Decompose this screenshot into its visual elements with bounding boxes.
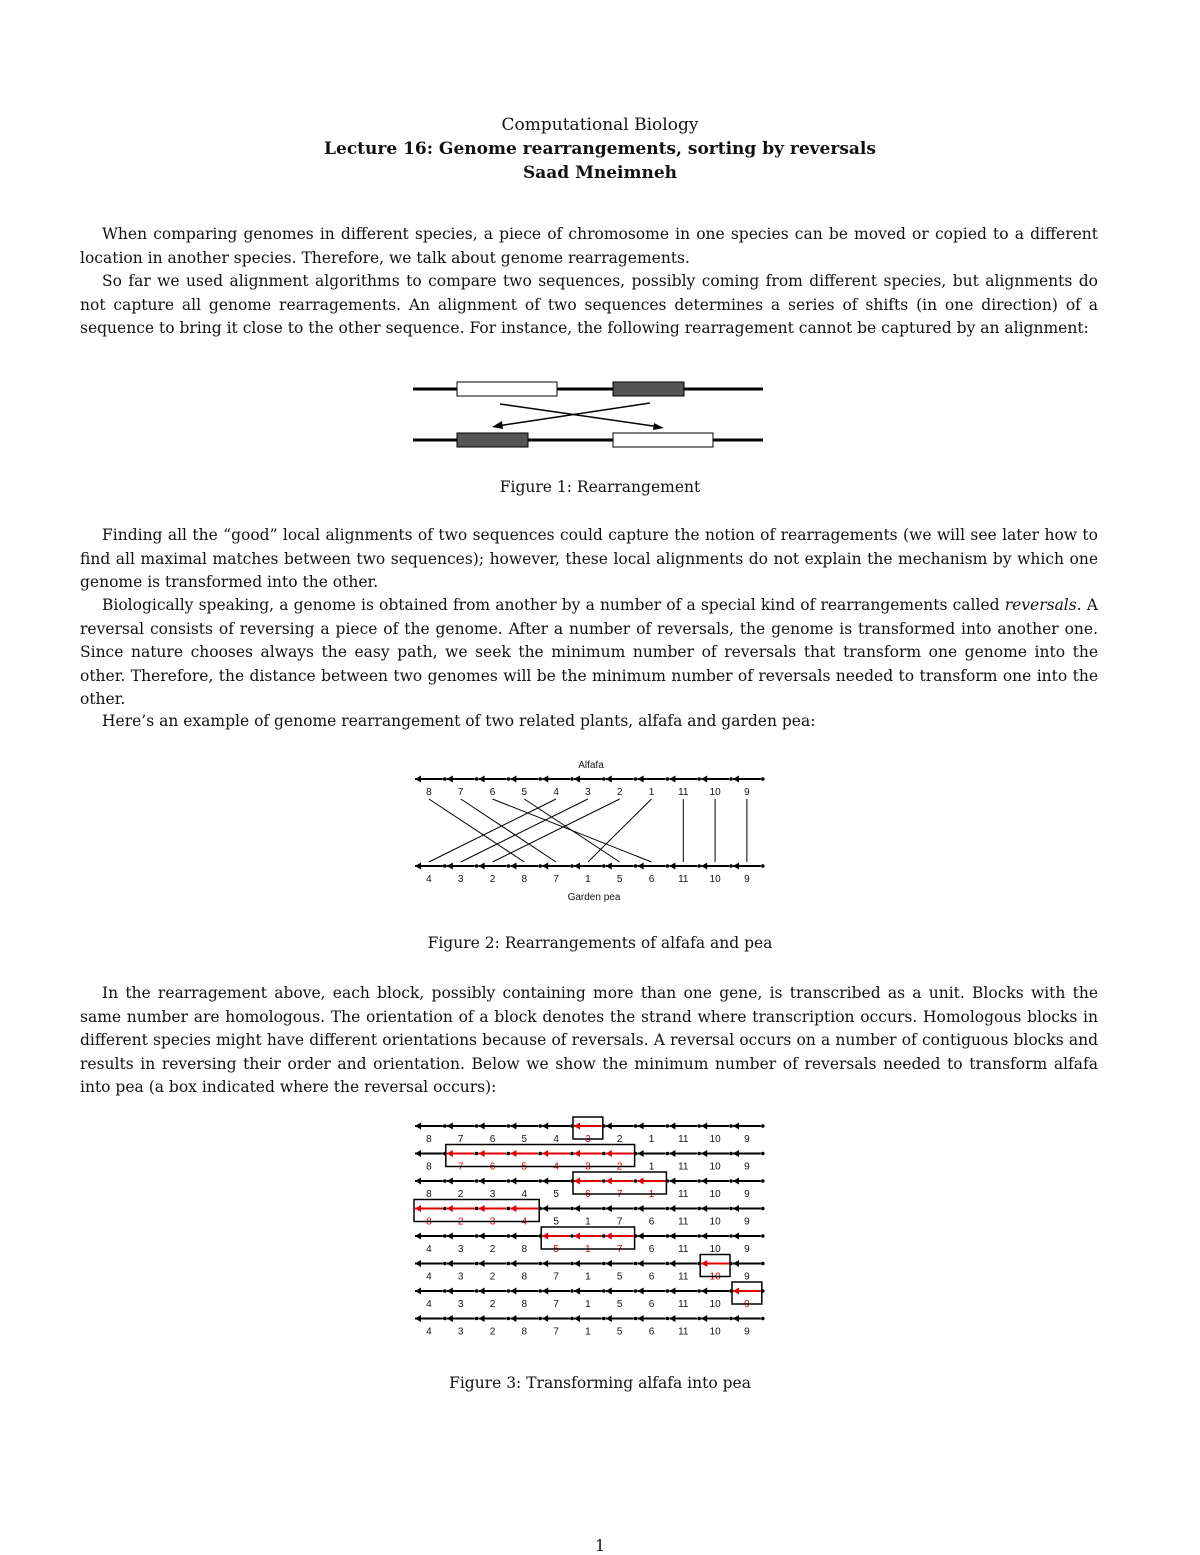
step-4-label-5: 5	[553, 1216, 559, 1228]
step-5-label-4: 8	[521, 1244, 528, 1255]
step-3-label-11: 9	[744, 1189, 750, 1200]
step-1-arrowhead-5	[542, 1123, 548, 1130]
step-2-separator-5	[570, 1152, 574, 1156]
step-4-separator-8	[666, 1207, 670, 1211]
step-6-separator-5	[570, 1262, 574, 1266]
step-8-label-8: 6	[648, 1326, 655, 1338]
step-6-label-11: 9	[744, 1271, 750, 1283]
step-7-arrowhead-2	[447, 1288, 453, 1295]
step-1-arrowhead-7	[606, 1123, 612, 1130]
step-8-arrowhead-7	[606, 1315, 612, 1322]
step-6-separator-3	[507, 1262, 511, 1266]
page-number: 1	[595, 1537, 605, 1555]
paragraph-example: Here’s an example of genome rearrangement of two related plants, alfafa and garden pea:	[102, 712, 816, 730]
step-3-label-3: 3	[489, 1189, 496, 1200]
pea-label-8: 6	[648, 874, 655, 885]
step-2-arrowhead-6	[574, 1150, 580, 1157]
step-4-separator-9	[697, 1207, 701, 1211]
step-8-arrowhead-9	[669, 1315, 675, 1322]
step-7-separator-2	[475, 1289, 479, 1293]
step-1-arrowhead-6	[574, 1123, 580, 1130]
step-7-arrowhead-1	[415, 1288, 421, 1295]
step-7-arrowhead-9	[669, 1288, 675, 1295]
alfafa-label-3: 6	[489, 787, 496, 798]
step-8-separator-5	[570, 1317, 574, 1321]
step-4-label-2: 2	[457, 1216, 464, 1228]
step-7-label-6: 1	[585, 1299, 591, 1310]
lecture-title: Lecture 16: Genome rearrangements, sorting by reversals	[324, 139, 876, 159]
step-2-label-11: 9	[744, 1161, 750, 1173]
step-5-arrowhead-6	[574, 1233, 580, 1240]
step-8-separator-6	[602, 1317, 606, 1321]
step-2-arrowhead-5	[542, 1150, 548, 1157]
step-2-separator-4	[538, 1152, 542, 1156]
step-7-label-4: 8	[521, 1299, 528, 1310]
step-7-arrowhead-7	[606, 1288, 612, 1295]
step-5-separator-8	[666, 1234, 670, 1238]
step-7-label-11: 9	[744, 1299, 750, 1310]
step-1-label-7: 2	[616, 1134, 623, 1145]
paragraph-intro: When comparing genomes in different species, a piece of chromosome in one species can be moved or copied to a different location in another species. Therefore, we talk about genome rearragements.	[80, 225, 1098, 267]
step-5-label-7: 7	[616, 1244, 623, 1255]
step-3-label-7: 7	[616, 1189, 623, 1200]
course-title: Computational Biology	[501, 115, 699, 135]
step-3-arrowhead-9	[669, 1178, 675, 1185]
step-3-separator-1	[443, 1179, 447, 1183]
step-5-arrowhead-8	[638, 1233, 644, 1240]
step-6-label-1: 4	[426, 1271, 432, 1283]
step-5-label-2: 3	[457, 1244, 464, 1255]
step-8-arrowhead-8	[638, 1315, 644, 1322]
step-7-arrowhead-11	[733, 1288, 739, 1295]
step-6-arrowhead-9	[669, 1260, 675, 1267]
alfafa-label-6: 3	[585, 787, 591, 798]
step-7-separator-5	[570, 1289, 574, 1293]
step-6-arrowhead-1	[415, 1260, 421, 1267]
step-2-separator-6	[602, 1152, 606, 1156]
step-2-arrowhead-11	[733, 1150, 739, 1157]
pea-label-5: 7	[553, 874, 559, 885]
step-8-separator-7	[634, 1317, 638, 1321]
paragraph-blocks: In the rearragement above, each block, possibly containing more than one gene, is transcribed as a unit. Blocks with the same number are homologous. The orientation of a block denotes the strand where transcription occurs. Homologous blocks in different species might have different orientations because of reversals. A reversal occurs on a number of contiguous blocks and results in reversing their order and orientation. Below we show the minimum number of reversals needed to transform alfafa into pea (a box indicated where the reversal occurs):	[80, 984, 1098, 1096]
step-5-label-1: 4	[426, 1244, 432, 1255]
step-7-arrowhead-10	[701, 1288, 707, 1295]
step-3-separator-2	[475, 1179, 479, 1183]
step-2-label-9: 11	[678, 1161, 689, 1173]
step-1-separator-9	[697, 1124, 701, 1128]
step-6-label-2: 3	[457, 1271, 464, 1283]
step-5-separator-5	[570, 1234, 574, 1238]
alfafa-label-9: 11	[678, 787, 689, 798]
step-5-label-3: 2	[489, 1244, 496, 1255]
step-6-separator-4	[538, 1262, 542, 1266]
step-6-arrowhead-5	[542, 1260, 548, 1267]
step-8-label-3: 2	[489, 1326, 496, 1338]
step-8-label-10: 10	[709, 1326, 721, 1338]
step-8-label-1: 4	[426, 1326, 432, 1338]
step-7-label-2: 3	[457, 1299, 464, 1310]
step-3-arrowhead-1	[415, 1178, 421, 1185]
step-4-arrowhead-3	[479, 1205, 485, 1212]
step-1-label-4: 5	[521, 1134, 528, 1145]
step-2-separator-11	[761, 1152, 765, 1156]
reversals-text-after: . A reversal consists of reversing a piece of the genome. After a number of reversals, the genome is transformed into another one. Since nature chooses always the easy path, we seek the minimum number of reversals that transform one genome into the other. Therefore, the distance between two genomes will be the minimum number of reversals needed to transform one into the other.	[80, 596, 1098, 708]
step-2-label-2: 7	[457, 1161, 464, 1173]
step-5-label-8: 6	[648, 1244, 655, 1255]
step-7-label-5: 7	[553, 1299, 559, 1310]
step-5-arrowhead-10	[701, 1233, 707, 1240]
step-6-separator-11	[761, 1262, 765, 1266]
step-1-separator-1	[443, 1124, 447, 1128]
step-5-separator-2	[475, 1234, 479, 1238]
step-1-label-8: 1	[648, 1134, 655, 1145]
alfafa-title: Alfafa	[578, 760, 604, 771]
step-4-separator-5	[570, 1207, 574, 1211]
step-5-label-10: 10	[709, 1244, 721, 1255]
step-4-label-9: 11	[678, 1216, 689, 1228]
step-5-label-5: 5	[553, 1244, 559, 1255]
step-5-arrowhead-5	[542, 1233, 548, 1240]
step-2-arrowhead-7	[606, 1150, 612, 1157]
step-7-label-1: 4	[426, 1299, 432, 1310]
figure-3-caption: Figure 3: Transforming alfafa into pea	[449, 1374, 751, 1392]
step-7-separator-3	[507, 1289, 511, 1293]
step-6-label-6: 1	[585, 1271, 591, 1283]
step-2-arrowhead-1	[415, 1150, 421, 1157]
step-7-separator-6	[602, 1289, 606, 1293]
step-5-separator-1	[443, 1234, 447, 1238]
step-4-reversal-box	[414, 1200, 539, 1222]
step-1-separator-2	[475, 1124, 479, 1128]
step-1-arrowhead-9	[669, 1123, 675, 1130]
step-1-label-3: 6	[489, 1134, 496, 1145]
step-6-label-3: 2	[489, 1271, 496, 1283]
step-4-separator-3	[507, 1207, 511, 1211]
pea-label-1: 4	[426, 874, 432, 885]
step-3-arrowhead-8	[638, 1178, 644, 1185]
step-7-separator-7	[634, 1289, 638, 1293]
step-2-separator-2	[475, 1152, 479, 1156]
alfafa-label-2: 7	[457, 787, 464, 798]
step-7-arrowhead-3	[479, 1288, 485, 1295]
step-7-arrowhead-8	[638, 1288, 644, 1295]
author-name: Saad Mneimneh	[522, 163, 678, 183]
step-3-label-9: 11	[678, 1189, 689, 1200]
step-7-arrowhead-5	[542, 1288, 548, 1295]
step-5-label-9: 11	[678, 1244, 689, 1255]
alfafa-label-1: 8	[426, 787, 432, 798]
step-3-label-2: 2	[457, 1189, 464, 1200]
step-5-arrowhead-1	[415, 1233, 421, 1240]
step-3-arrowhead-3	[479, 1178, 485, 1185]
step-3-label-1: 8	[426, 1189, 432, 1200]
step-7-label-9: 11	[678, 1299, 689, 1310]
step-4-separator-6	[602, 1207, 606, 1211]
step-3-label-5: 5	[553, 1189, 559, 1200]
step-4-label-3: 3	[489, 1216, 496, 1228]
step-8-separator-8	[666, 1317, 670, 1321]
step-6-arrowhead-7	[606, 1260, 612, 1267]
step-3-separator-11	[761, 1179, 765, 1183]
step-4-separator-2	[475, 1207, 479, 1211]
step-8-label-7: 5	[616, 1326, 623, 1338]
step-7-label-8: 6	[648, 1299, 655, 1310]
step-1-separator-10	[729, 1124, 733, 1128]
step-2-label-4: 5	[521, 1161, 528, 1173]
step-2-label-5: 4	[553, 1161, 559, 1173]
step-7-separator-9	[697, 1289, 701, 1293]
step-4-label-8: 6	[648, 1216, 655, 1228]
step-2-label-6: 3	[585, 1161, 591, 1173]
step-3-arrowhead-5	[542, 1178, 548, 1185]
pea-label-11: 9	[744, 874, 750, 885]
alfafa-label-10: 10	[709, 787, 721, 798]
step-4-label-1: 8	[426, 1216, 432, 1228]
step-3-separator-7	[634, 1179, 638, 1183]
step-6-label-9: 11	[678, 1271, 689, 1283]
step-5-arrowhead-11	[733, 1233, 739, 1240]
step-2-arrowhead-3	[479, 1150, 485, 1157]
step-8-separator-9	[697, 1317, 701, 1321]
step-1-separator-4	[538, 1124, 542, 1128]
step-4-separator-1	[443, 1207, 447, 1211]
step-1-label-1: 8	[426, 1134, 432, 1145]
reversals-term: reversals	[1004, 596, 1077, 614]
reversals-text-before: Biologically speaking, a genome is obtained from another by a number of a special kind of rearrangements called	[102, 596, 1005, 614]
step-4-label-4: 4	[521, 1216, 528, 1228]
alfafa-label-7: 2	[616, 787, 623, 798]
step-8-label-4: 8	[521, 1326, 528, 1338]
step-4-label-11: 9	[744, 1216, 750, 1228]
step-5-separator-10	[729, 1234, 733, 1238]
step-6-label-7: 5	[616, 1271, 623, 1283]
step-3-separator-6	[602, 1179, 606, 1183]
pea-label-7: 5	[616, 874, 623, 885]
pea-label-10: 10	[709, 874, 721, 885]
step-6-label-5: 7	[553, 1271, 559, 1283]
step-4-arrowhead-4	[510, 1205, 516, 1212]
step-5-arrowhead-9	[669, 1233, 675, 1240]
step-7-separator-8	[666, 1289, 670, 1293]
step-7-label-3: 2	[489, 1299, 496, 1310]
pea-label-3: 2	[489, 874, 496, 885]
step-1-arrowhead-4	[510, 1123, 516, 1130]
step-6-separator-1	[443, 1262, 447, 1266]
alfafa-label-4: 5	[521, 787, 528, 798]
step-2-arrowhead-4	[510, 1150, 516, 1157]
step-7-label-7: 5	[616, 1299, 623, 1310]
step-8-label-2: 3	[457, 1326, 464, 1338]
step-2-arrowhead-2	[447, 1150, 453, 1157]
step-1-arrowhead-2	[447, 1123, 453, 1130]
step-6-arrowhead-8	[638, 1260, 644, 1267]
step-8-arrowhead-3	[479, 1315, 485, 1322]
step-6-label-8: 6	[648, 1271, 655, 1283]
step-2-label-3: 6	[489, 1161, 496, 1173]
step-8-arrowhead-1	[415, 1315, 421, 1322]
step-4-label-6: 1	[585, 1216, 591, 1228]
step-1-separator-11	[761, 1124, 765, 1128]
step-1-label-5: 4	[553, 1134, 559, 1145]
step-3-label-10: 10	[709, 1189, 721, 1200]
step-6-arrowhead-3	[479, 1260, 485, 1267]
step-6-arrowhead-6	[574, 1260, 580, 1267]
step-8-label-6: 1	[585, 1326, 591, 1338]
step-6-label-4: 8	[521, 1271, 528, 1283]
step-3-separator-3	[507, 1179, 511, 1183]
step-3-separator-4	[538, 1179, 542, 1183]
figure-2-caption: Figure 2: Rearrangements of alfafa and pea	[427, 934, 773, 952]
step-7-separator-1	[443, 1289, 447, 1293]
step-8-label-9: 11	[678, 1326, 689, 1338]
alfafa-label-11: 9	[744, 787, 750, 798]
step-5-separator-11	[761, 1234, 765, 1238]
step-3-arrowhead-4	[510, 1178, 516, 1185]
step-2-label-10: 10	[709, 1161, 721, 1173]
pea-label-6: 1	[585, 874, 591, 885]
alfafa-label-8: 1	[648, 787, 655, 798]
step-8-separator-4	[538, 1317, 542, 1321]
step-8-arrowhead-6	[574, 1315, 580, 1322]
step-8-label-11: 9	[744, 1326, 750, 1338]
pea-label-9: 11	[678, 874, 689, 885]
step-4-separator-10	[729, 1207, 733, 1211]
step-2-arrowhead-9	[669, 1150, 675, 1157]
step-1-arrowhead-3	[479, 1123, 485, 1130]
step-6-label-10: 10	[709, 1271, 721, 1283]
step-4-separator-7	[634, 1207, 638, 1211]
step-1-separator-8	[666, 1124, 670, 1128]
step-5-arrowhead-7	[606, 1233, 612, 1240]
step-6-separator-2	[475, 1262, 479, 1266]
step-3-arrowhead-11	[733, 1178, 739, 1185]
step-4-arrowhead-7	[606, 1205, 612, 1212]
step-5-separator-9	[697, 1234, 701, 1238]
step-1-arrowhead-10	[701, 1123, 707, 1130]
pea-label-2: 3	[457, 874, 464, 885]
step-1-label-2: 7	[457, 1134, 464, 1145]
step-7-arrowhead-4	[510, 1288, 516, 1295]
step-1-arrowhead-8	[638, 1123, 644, 1130]
step-6-arrowhead-11	[733, 1260, 739, 1267]
step-4-arrowhead-11	[733, 1205, 739, 1212]
paragraph-local-alignments: Finding all the “good” local alignments of two sequences could capture the notion of rearragements (we will see later how to find all maximal matches between two sequences); however, these local alignments do not explain the mechanism by which one genome is transformed into the other.	[80, 526, 1098, 591]
step-1-label-10: 10	[709, 1134, 721, 1145]
step-3-label-4: 4	[521, 1189, 528, 1200]
step-4-label-10: 10	[709, 1216, 721, 1228]
step-1-arrowhead-11	[733, 1123, 739, 1130]
step-5-arrowhead-3	[479, 1233, 485, 1240]
figure-1-caption: Figure 1: Rearrangement	[499, 478, 701, 496]
step-2-separator-3	[507, 1152, 511, 1156]
step-2-separator-10	[729, 1152, 733, 1156]
step-3-arrowhead-6	[574, 1178, 580, 1185]
step-4-arrowhead-6	[574, 1205, 580, 1212]
step-1-arrowhead-1	[415, 1123, 421, 1130]
step-8-arrowhead-2	[447, 1315, 453, 1322]
step-5-separator-3	[507, 1234, 511, 1238]
step-8-separator-10	[729, 1317, 733, 1321]
step-3-separator-9	[697, 1179, 701, 1183]
step-6-separator-8	[666, 1262, 670, 1266]
step-2-label-1: 8	[426, 1161, 432, 1173]
step-6-separator-7	[634, 1262, 638, 1266]
step-4-arrowhead-8	[638, 1205, 644, 1212]
step-1-label-6: 3	[585, 1134, 591, 1145]
step-8-label-5: 7	[553, 1326, 559, 1338]
step-8-arrowhead-10	[701, 1315, 707, 1322]
step-7-separator-4	[538, 1289, 542, 1293]
step-3-separator-10	[729, 1179, 733, 1183]
step-4-arrowhead-1	[415, 1205, 421, 1212]
step-7-label-10: 10	[709, 1299, 721, 1310]
step-5-label-11: 9	[744, 1244, 750, 1255]
step-8-separator-2	[475, 1317, 479, 1321]
step-5-arrowhead-4	[510, 1233, 516, 1240]
step-4-separator-11	[761, 1207, 765, 1211]
step-3-label-6: 6	[585, 1189, 591, 1200]
step-5-label-6: 1	[585, 1244, 591, 1255]
step-3-label-8: 1	[648, 1189, 655, 1200]
garden-pea-title: Garden pea	[567, 892, 621, 903]
step-3-arrowhead-2	[447, 1178, 453, 1185]
pea-label-4: 8	[521, 874, 528, 885]
step-8-arrowhead-4	[510, 1315, 516, 1322]
step-2-separator-9	[697, 1152, 701, 1156]
step-2-arrowhead-8	[638, 1150, 644, 1157]
step-6-arrowhead-2	[447, 1260, 453, 1267]
step-8-separator-3	[507, 1317, 511, 1321]
step-3-arrowhead-7	[606, 1178, 612, 1185]
step-1-separator-7	[634, 1124, 638, 1128]
step-6-separator-6	[602, 1262, 606, 1266]
step-2-arrowhead-10	[701, 1150, 707, 1157]
step-2-label-8: 1	[648, 1161, 655, 1173]
paragraph-alignment: So far we used alignment algorithms to compare two sequences, possibly coming from different species, but alignments do not capture all genome rearragements. An alignment of two sequences determines a series of shifts (in one direction) of a sequence to bring it close to the other sequence. For instance, the following rearragement cannot be captured by an alignment:	[80, 272, 1098, 337]
step-6-arrowhead-10	[701, 1260, 707, 1267]
step-2-label-7: 2	[616, 1161, 623, 1173]
step-4-arrowhead-10	[701, 1205, 707, 1212]
step-5-separator-6	[602, 1234, 606, 1238]
step-1-separator-3	[507, 1124, 511, 1128]
step-4-arrowhead-5	[542, 1205, 548, 1212]
step-2-separator-8	[666, 1152, 670, 1156]
step-4-arrowhead-9	[669, 1205, 675, 1212]
alfafa-label-5: 4	[553, 787, 559, 798]
step-8-arrowhead-11	[733, 1315, 739, 1322]
step-2-reversal-box	[446, 1145, 635, 1167]
step-1-label-9: 11	[678, 1134, 689, 1145]
step-4-arrowhead-2	[447, 1205, 453, 1212]
step-8-separator-1	[443, 1317, 447, 1321]
step-4-label-7: 7	[616, 1216, 623, 1228]
step-1-label-11: 9	[744, 1134, 750, 1145]
step-6-arrowhead-4	[510, 1260, 516, 1267]
step-5-arrowhead-2	[447, 1233, 453, 1240]
step-8-separator-11	[761, 1317, 765, 1321]
step-7-arrowhead-6	[574, 1288, 580, 1295]
step-3-arrowhead-10	[701, 1178, 707, 1185]
step-8-arrowhead-5	[542, 1315, 548, 1322]
